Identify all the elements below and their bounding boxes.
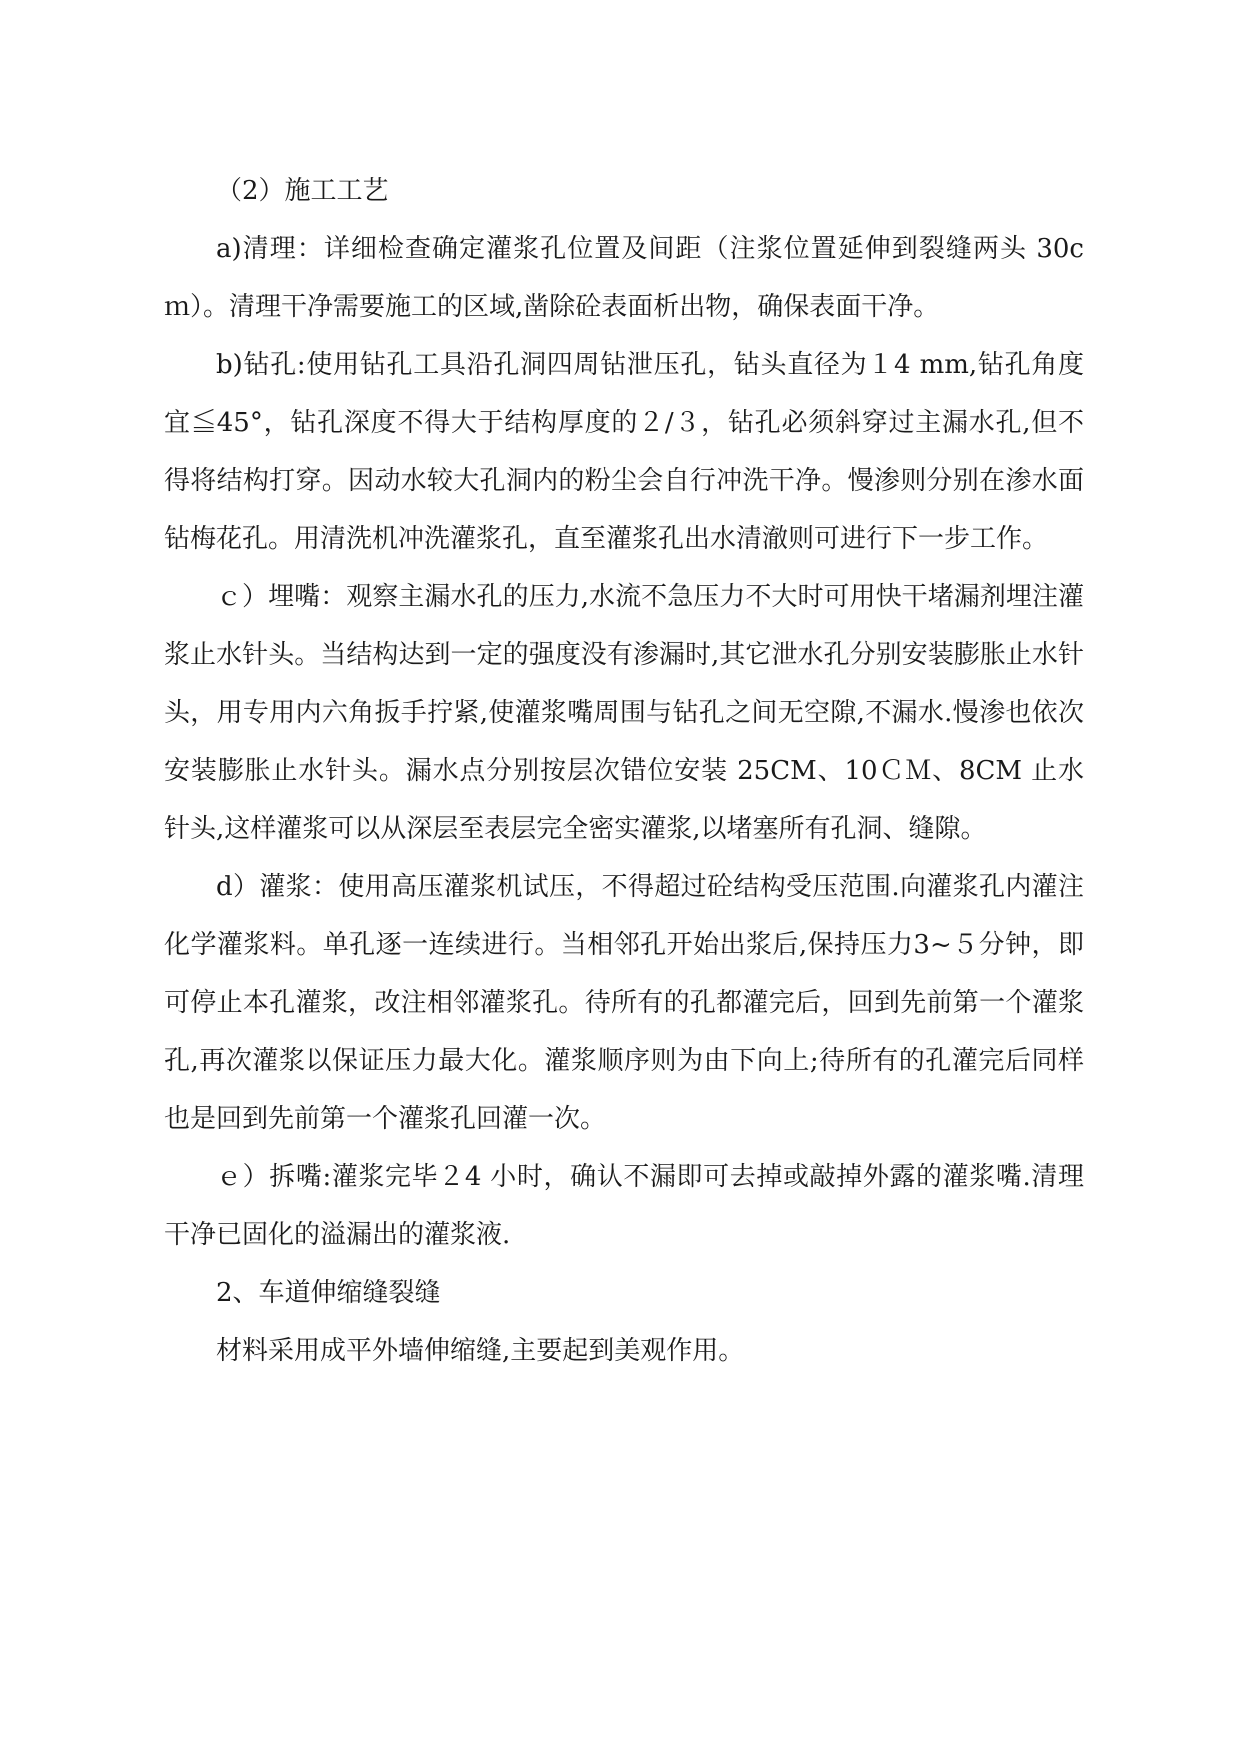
document-body (164, 162, 1084, 1380)
paragraph-cleaning: a)清理：详细检查确定灌浆孔位置及间距（注浆位置延伸到裂缝两头 30cｍ）。清理干净需要施工的区域,凿除砼表面析出物，确保表面干净。 (164, 234, 1084, 322)
paragraph-nozzle-removal: ｅ）拆嘴:灌浆完毕２4 小时，确认不漏即可去掉或敲掉外露的灌浆嘴.清理干净已固化的溢漏出的灌浆液. (164, 1162, 1084, 1250)
paragraph-grouting: d）灌浆：使用高压灌浆机试压，不得超过砼结构受压范围.向灌浆孔内灌注化学灌浆料。单孔逐一连续进行。当相邻孔开始出浆后,保持压力3~５分钟，即可停止本孔灌浆，改注相邻灌浆孔。待所有的孔都灌完后，回到先前第一个灌浆孔,再次灌浆以保证压力最大化。灌浆顺序则为由下向上;待所有的孔灌完后同样也是回到先前第一个灌浆孔回灌一次。 (164, 872, 1084, 1134)
paragraph-material: 材料采用成平外墙伸缩缝,主要起到美观作用。 (216, 1336, 745, 1366)
subheading-expansion-joint: 2、车道伸缩缝裂缝 (216, 1278, 441, 1308)
section-heading: （2）施工工艺 (216, 176, 389, 206)
paragraph-nozzle-embedding: ｃ）埋嘴：观察主漏水孔的压力,水流不急压力不大时可用快干堵漏剂埋注灌浆止水针头。当结构达到一定的强度没有渗漏时,其它泄水孔分别安装膨胀止水针头，用专用内六角扳手拧紧,使灌浆嘴周围与钻孔之间无空隙,不漏水.慢渗也依次安装膨胀止水针头。漏水点分别按层次错位安装 25CM、10ＣＭ、8CM 止水针头,这样灌浆可以从深层至表层完全密实灌浆,以堵塞所有孔洞、缝隙。 (164, 582, 1084, 844)
paragraph-drilling: b)钻孔:使用钻孔工具沿孔洞四周钻泄压孔，钻头直径为１4 mm,钻孔角度宜≦45°，钻孔深度不得大于结构厚度的２/３，钻孔必须斜穿过主漏水孔,但不得将结构打穿。因动水较大孔洞内的粉尘会自行冲洗干净。慢渗则分别在渗水面钻梅花孔。用清洗机冲洗灌浆孔，直至灌浆孔出水清澈则可进行下一步工作。 (164, 350, 1084, 554)
